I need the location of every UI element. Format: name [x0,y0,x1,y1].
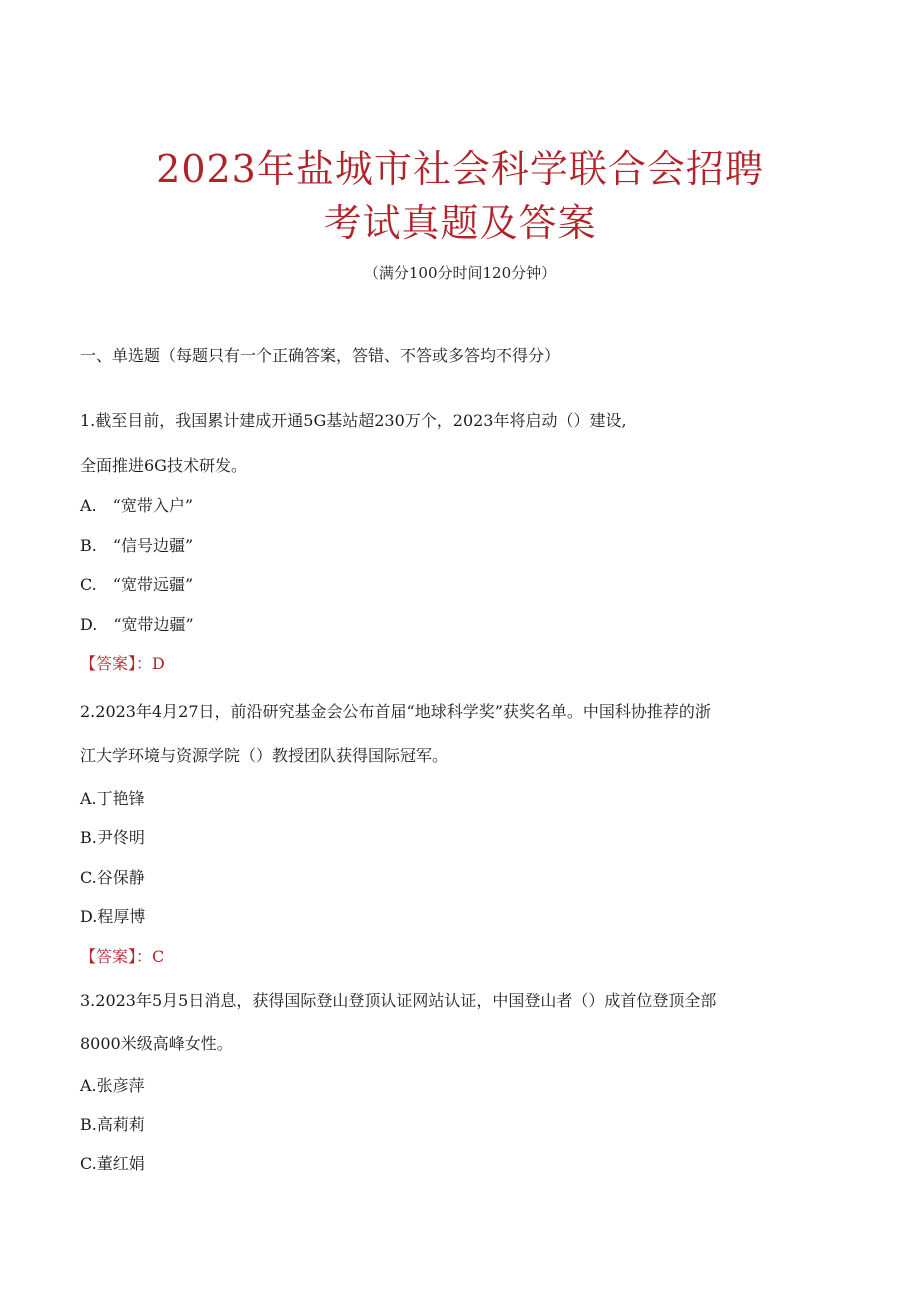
question-1-option-c: C. “宽带远疆” [80,575,194,594]
question-1-option-b: B. “信号边疆” [80,536,194,555]
question-1-option-d: D. “宽带边疆” [80,615,194,634]
question-3-stem-line-2: 8000米级高峰女性。 [80,1034,233,1053]
document-title-line-2: 考试真题及答案 [323,201,597,245]
question-3-option-b: B.高莉莉 [80,1115,145,1134]
question-1-stem-line-1: 1.截至目前，我国累计建成开通5G基站超230万个，2023年将启动（）建设, [80,411,627,430]
question-1-option-a: A. “宽带入户” [80,496,194,515]
question-3-option-c: C.董红娟 [80,1154,145,1173]
question-2-answer: 【答案】：C [80,947,165,966]
question-3-option-a: A.张彦萍 [80,1076,145,1095]
exam-duration-note: （满分100分时间120分钟） [363,264,557,282]
question-1-answer: 【答案】：D [80,654,165,673]
question-2-stem-line-1: 2.2023年4月27日，前沿研究基金会公布首届“地球科学奖”获奖名单。中国科协推荐的浙 [80,702,711,721]
question-2-stem-line-2: 江大学环境与资源学院（）教授团队获得国际冠军。 [80,746,449,765]
question-1-stem-line-2: 全面推进6G技术研发。 [80,456,247,475]
question-3-stem-line-1: 3.2023年5月5日消息，获得国际登山登顶认证网站认证，中国登山者（）成首位登顶全部 [80,991,717,1010]
question-2-option-d: D.程厚博 [80,907,146,926]
question-2-option-a: A.丁艳锋 [80,789,145,808]
question-2-option-b: B.尹佟明 [80,828,145,847]
document-title-line-1: 2023年盐城市社会科学联合会招聘 [156,147,764,191]
question-2-option-c: C.谷保静 [80,868,145,887]
section-heading: 一、单选题（每题只有一个正确答案，答错、不答或多答均不得分） [80,346,561,365]
